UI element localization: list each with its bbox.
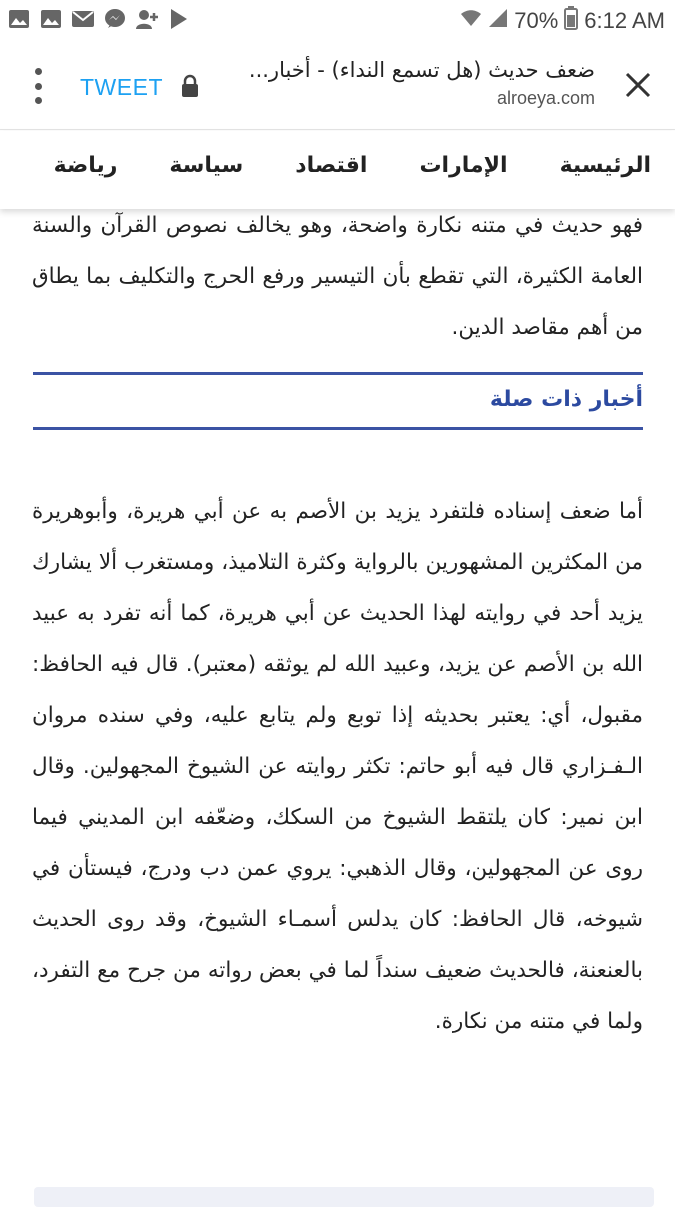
nav-item-windows[interactable] <box>0 153 2 178</box>
nav-item-emirates[interactable]: الإمارات <box>419 153 508 178</box>
site-nav <box>0 131 675 209</box>
add-contact-icon <box>136 8 158 30</box>
menu-dot <box>35 97 42 104</box>
messenger-icon <box>104 8 126 30</box>
article-paragraph: فهو حديث في متنه نكارة واضحة، وهو يخالف نصوص القرآن والسنة العامة الكثيرة، التي تقطع بأن التيسير ورفع الحرج والتكليف بما يطاق من أهم مقاصد الدين. <box>32 213 643 340</box>
nav-item-sports[interactable]: رياضة <box>53 153 118 178</box>
wifi-icon <box>460 8 482 34</box>
page-title: ضعف حديث (هل تسمع النداء) - أخبار... <box>248 58 595 82</box>
related-card-peek[interactable] <box>34 1187 654 1207</box>
close-icon[interactable] <box>623 70 653 100</box>
article-paragraph: أما ضعف إسناده فلتفرد يزيد بن الأصم به عن أبي هريرة، وأبوهريرة من المكثرين المشهورين بالرواية وكثرة التلاميذ، ومستغرب ألا يشارك يزيد أحد في روايته لهذا الحديث عن أبي هريرة، كما أنه تفرد به عبيد الله بن الأصم عن يزيد، وعبيد الله لم يوثقه (معتبر). قال فيه الحافظ: مقبول، أي: يعتبر بحديثه إذا توبع ولم يتابع عليه، وفي سنده مروان الـفـزاري قال فيه أبو حاتم: تكثر روايته عن الشيوخ المجهولين. وقال ابن نمير: كان يلتقط الشيوخ من السكك، وضعّفه ابن المديني فيما روى عن المجهولين، وقال الذهبي: يروي عمن دب ودرج، فيستأن في شيوخه، قال الحافظ: كان يدلس أسمـاء الشيوخ، وقد روى الحديث بالعنعنة، فالحديث ضعيف سنداً لما في بعض رواته من جرح مع التفرد، ولما في متنه من نكارة. <box>32 499 643 1034</box>
clock: 6:12 AM <box>584 8 665 33</box>
status-bar <box>0 0 675 40</box>
nav-list <box>0 153 651 178</box>
nav-item-home[interactable]: الرئيسية <box>559 153 651 178</box>
signal-icon <box>488 8 508 34</box>
image-icon <box>8 8 30 30</box>
system-status <box>460 6 665 36</box>
related-news-header <box>33 372 643 430</box>
menu-dot <box>35 83 42 90</box>
mail-icon <box>72 8 94 30</box>
nav-item-politics[interactable]: سياسة <box>169 153 244 178</box>
overflow-menu-button[interactable] <box>28 68 48 104</box>
play-store-icon <box>168 8 190 30</box>
nav-item-economy[interactable]: اقتصاد <box>295 153 368 178</box>
tweet-button[interactable]: TWEET <box>80 74 163 100</box>
battery-icon <box>564 6 578 36</box>
battery-percent: 70% <box>514 8 559 33</box>
page-title-block[interactable] <box>235 58 595 109</box>
browser-toolbar <box>0 40 675 130</box>
gallery-icon <box>40 8 62 30</box>
menu-dot <box>35 68 42 75</box>
page-domain: alroeya.com <box>496 88 595 108</box>
related-news-title[interactable]: أخبار ذات صلة <box>489 387 643 412</box>
lock-icon[interactable] <box>180 74 200 98</box>
notification-icons <box>8 8 190 30</box>
